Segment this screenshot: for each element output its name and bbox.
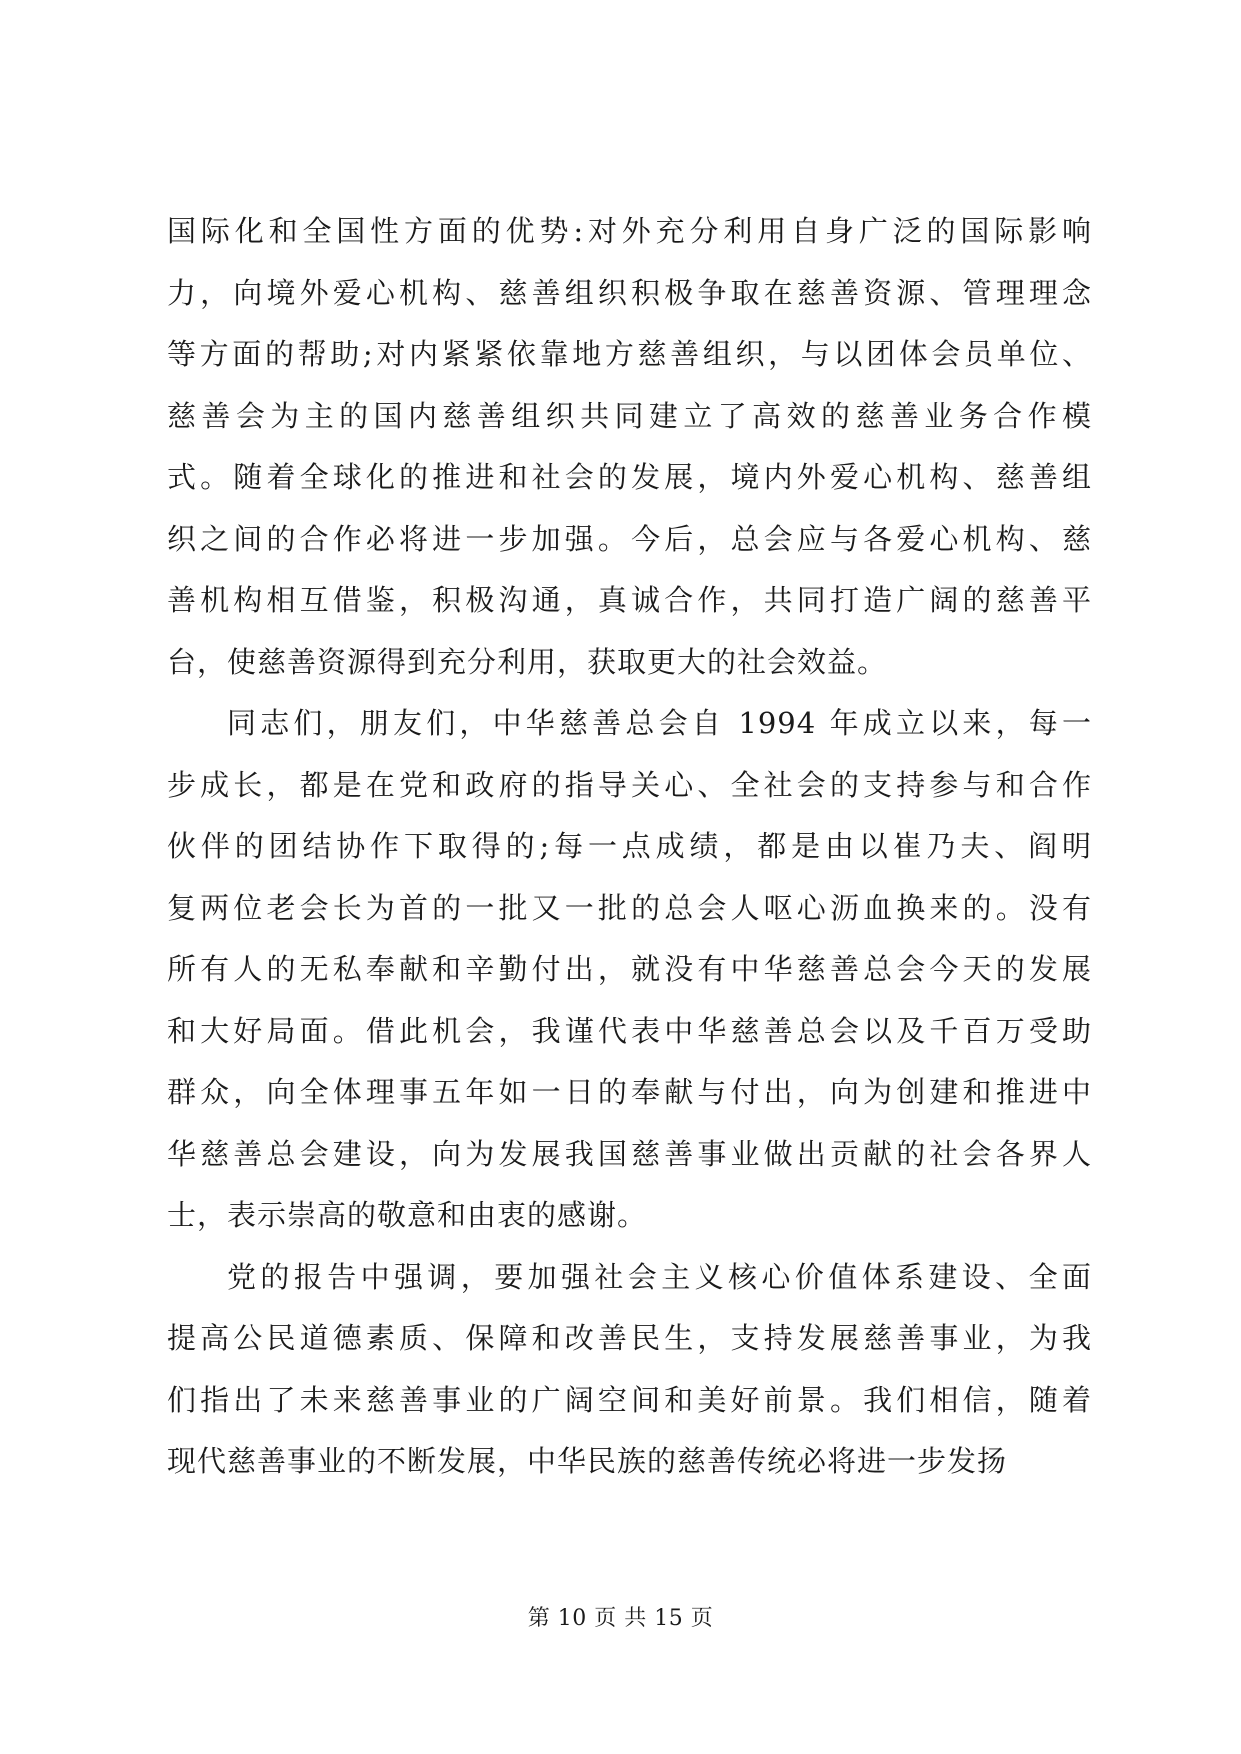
paragraph-line: 党的报告中强调，要加强社会主义核心价值体系建设、全面 bbox=[227, 1259, 1092, 1294]
paragraph-line: 台，使慈善资源得到充分利用，获取更大的社会效益。 bbox=[167, 644, 888, 679]
paragraph-line: 所有人的无私奉献和辛勤付出，就没有中华慈善总会今天的发展 bbox=[167, 952, 1092, 986]
paragraph-line: 等方面的帮助;对内紧紧依靠地方慈善组织，与以团体会员单位、 bbox=[167, 337, 1092, 371]
document-body bbox=[167, 201, 1092, 1493]
paragraph bbox=[167, 1247, 1092, 1493]
paragraph-line: 士，表示崇高的敬意和由衷的感谢。 bbox=[167, 1198, 648, 1232]
paragraph-line: 群众，向全体理事五年如一日的奉献与付出，向为创建和推进中 bbox=[167, 1075, 1092, 1109]
paragraph-line: 织之间的合作必将进一步加强。今后，总会应与各爱心机构、慈 bbox=[167, 521, 1092, 556]
paragraph bbox=[167, 201, 1092, 693]
paragraph bbox=[167, 693, 1092, 1247]
paragraph-line: 力，向境外爱心机构、慈善组织积极争取在慈善资源、管理理念 bbox=[167, 275, 1092, 310]
paragraph-line: 们指出了未来慈善事业的广阔空间和美好前景。我们相信，随着 bbox=[167, 1382, 1092, 1417]
paragraph-line: 提高公民道德素质、保障和改善民生，支持发展慈善事业，为我 bbox=[167, 1321, 1092, 1355]
paragraph-line: 国际化和全国性方面的优势:对外充分利用自身广泛的国际影响 bbox=[167, 214, 1092, 248]
paragraph-line: 式。随着全球化的推进和社会的发展，境内外爱心机构、慈善组 bbox=[167, 460, 1092, 494]
paragraph-line: 伙伴的团结协作下取得的;每一点成绩，都是由以崔乃夫、阎明 bbox=[167, 829, 1092, 863]
paragraph-line: 复两位老会长为首的一批又一批的总会人呕心沥血换来的。没有 bbox=[167, 890, 1092, 925]
paragraph-line: 华慈善总会建设，向为发展我国慈善事业做出贡献的社会各界人 bbox=[167, 1136, 1092, 1171]
paragraph-line: 同志们，朋友们，中华慈善总会自 1994 年成立以来，每一 bbox=[227, 706, 1092, 740]
paragraph-line: 慈善会为主的国内慈善组织共同建立了高效的慈善业务合作模 bbox=[167, 398, 1092, 433]
paragraph-line: 和大好局面。借此机会，我谨代表中华慈善总会以及千百万受助 bbox=[167, 1013, 1092, 1048]
paragraph-line: 步成长，都是在党和政府的指导关心、全社会的支持参与和合作 bbox=[167, 767, 1092, 802]
page-footer: 第 10 页 共 15 页 bbox=[527, 1606, 714, 1631]
paragraph-line: 现代慈善事业的不断发展，中华民族的慈善传统必将进一步发扬 bbox=[167, 1444, 1008, 1478]
paragraph-line: 善机构相互借鉴，积极沟通，真诚合作，共同打造广阔的慈善平 bbox=[167, 583, 1092, 617]
